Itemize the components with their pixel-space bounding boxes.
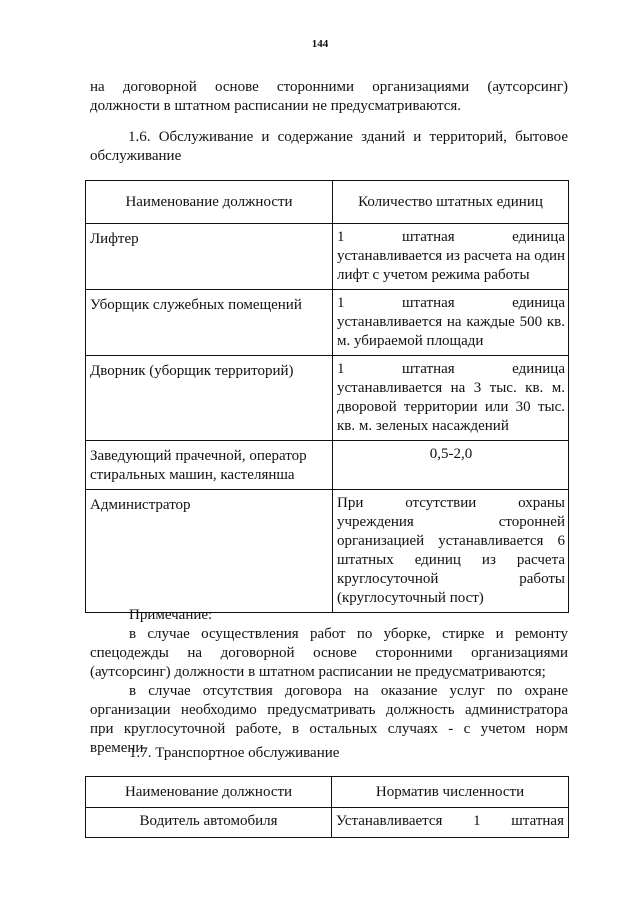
column-header-position: Наименование должности — [86, 181, 333, 224]
position-name: Лифтер — [86, 224, 333, 290]
staffing-table-1-7 — [85, 776, 569, 838]
position-name: Администратор — [86, 490, 333, 613]
table-header-row — [86, 777, 569, 808]
note-block — [90, 606, 568, 758]
intro-paragraph: на договорной основе сторонними организациями (аутсорсинг) должности в штатном расписании не предусматриваются. — [90, 79, 568, 114]
note-title: Примечание: — [129, 607, 213, 623]
position-quantity: 1 штатная единица устанавливается на каждые 500 кв. м. убираемой площади — [333, 290, 569, 356]
note-item: в случае отсутствия договора на оказание услуг по охране организации необходимо предусматривать должность администратора при круглосуточной работе, в остальных случаях - с учетом норм времени. — [90, 683, 568, 756]
position-name: Дворник (уборщик территорий) — [86, 356, 333, 441]
position-name: Уборщик служебных помещений — [86, 290, 333, 356]
position-quantity: 1 штатная единица устанавливается из расчета на один лифт с учетом режима работы — [333, 224, 569, 290]
column-header-norm: Норматив численности — [332, 777, 569, 808]
table-row — [86, 808, 569, 838]
page-number: 144 — [311, 38, 329, 50]
table-row — [86, 224, 569, 290]
section-1-7-heading: 1.7. Транспортное обслуживание — [129, 745, 340, 761]
position-quantity: Устанавливается 1 штатная — [332, 808, 569, 838]
position-name: Водитель автомобиля — [86, 808, 332, 838]
table-row — [86, 441, 569, 490]
note-item: в случае осуществления работ по уборке, стирке и ремонту спецодежды на договорной основе сторонними организациями (аутсорсинг) должности в штатном расписании не предусматриваются; — [90, 626, 568, 680]
column-header-quantity: Количество штатных единиц — [333, 181, 569, 224]
column-header-position: Наименование должности — [86, 777, 332, 808]
table-row — [86, 290, 569, 356]
table-row — [86, 490, 569, 613]
table-row — [86, 356, 569, 441]
position-name: Заведующий прачечной, оператор стиральных машин, кастелянша — [86, 441, 333, 490]
position-quantity: 1 штатная единица устанавливается на 3 тыс. кв. м. дворовой территории или 30 тыс. кв. м. зеленых насаждений — [333, 356, 569, 441]
position-quantity: 0,5-2,0 — [333, 441, 569, 490]
table-header-row — [86, 181, 569, 224]
position-quantity: При отсутствии охраны учреждения сторонней организацией устанавливается 6 штатных единиц из расчета круглосуточной работы (круглосуточный пост) — [333, 490, 569, 613]
section-1-6-heading: 1.6. Обслуживание и содержание зданий и территорий, бытовое обслуживание — [90, 129, 568, 164]
staffing-table-1-6 — [85, 180, 569, 613]
